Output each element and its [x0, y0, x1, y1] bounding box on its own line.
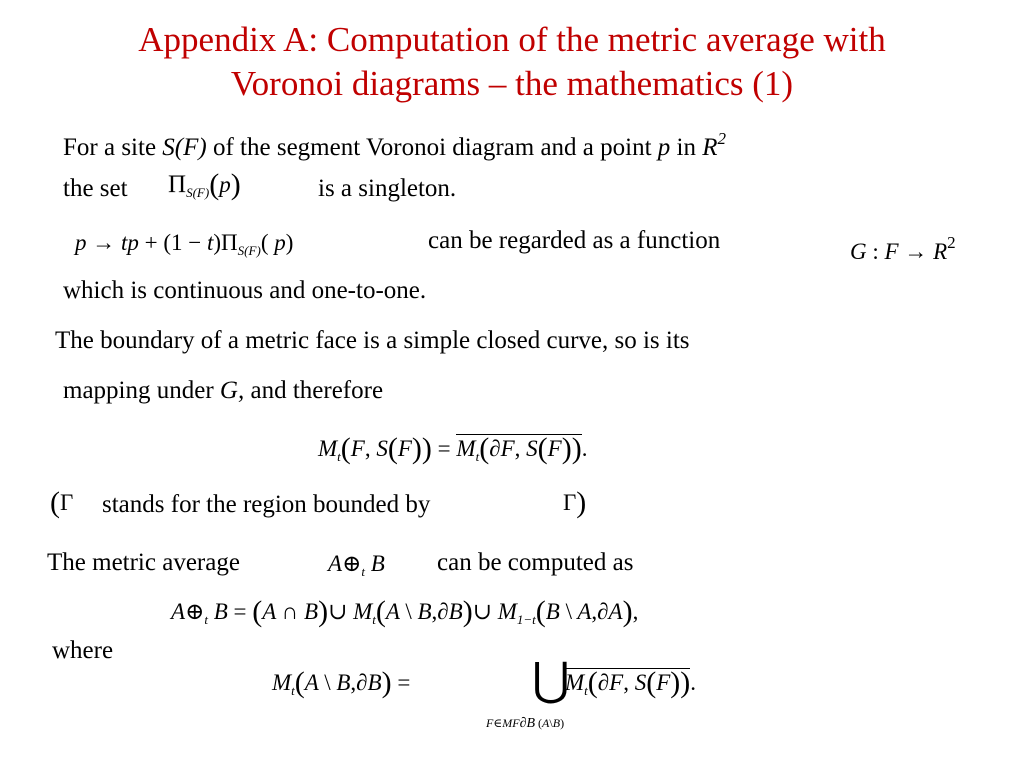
metric-average-formula: $A\oplus_t$ B = (A ∩ B)∪ $M_t(A$ \ B,∂B)∪ $M_{1-t}(B$ \ A,∂A), — [171, 595, 639, 628]
para4-text: stands for the region bounded by — [102, 491, 431, 518]
union-symbol: ⋃ — [532, 654, 570, 705]
gamma-open: (Γ — [50, 486, 74, 519]
union-subscript: F∈MF∂B (A\B) — [486, 716, 565, 731]
union-formula-right: $M_t(\partial F$, S(F)). — [565, 666, 697, 699]
projection-formula: $\Pi_{S(F)}(p)$ — [168, 168, 241, 201]
para2-line1: can be regarded as a function — [428, 227, 721, 254]
gamma-close: Γ) — [563, 486, 587, 519]
mapping-formula: p → tp + $(1 - t)\Pi_{S(F)}$( p) — [75, 230, 294, 258]
title-line-2: Voronoi diagrams – the mathematics (1) — [230, 64, 794, 103]
para1-line1: For a site S(F) of the segment Voronoi diagram and a point p in $R^2$ — [63, 129, 727, 161]
para3-line1: The boundary of a metric face is a simple closed curve, so is its — [55, 327, 690, 354]
slide-title — [0, 18, 1024, 106]
para2-line2: which is continuous and one-to-one. — [63, 277, 427, 304]
function-formula: G : $F \to R^2$ — [850, 233, 956, 264]
where-label: where — [52, 637, 114, 664]
para3-line2: mapping under G, and therefore — [63, 377, 384, 404]
para5-text2: can be computed as — [437, 549, 634, 576]
union-formula-left: $M_t(A$ \ B,∂B) = — [272, 666, 411, 699]
title-line-1: Appendix A: Computation of the metric average with — [138, 20, 886, 59]
para1-line2-end: is a singleton. — [318, 175, 457, 202]
para5-text1: The metric average — [47, 549, 240, 576]
metric-average-symbol: $A\oplus_t$ B — [328, 551, 385, 579]
metric-face-equation: $M_t(F$, $S(F)) = M_t(\partial F$, S(F)). — [318, 432, 588, 465]
para1-line2-label: the set — [63, 175, 128, 202]
